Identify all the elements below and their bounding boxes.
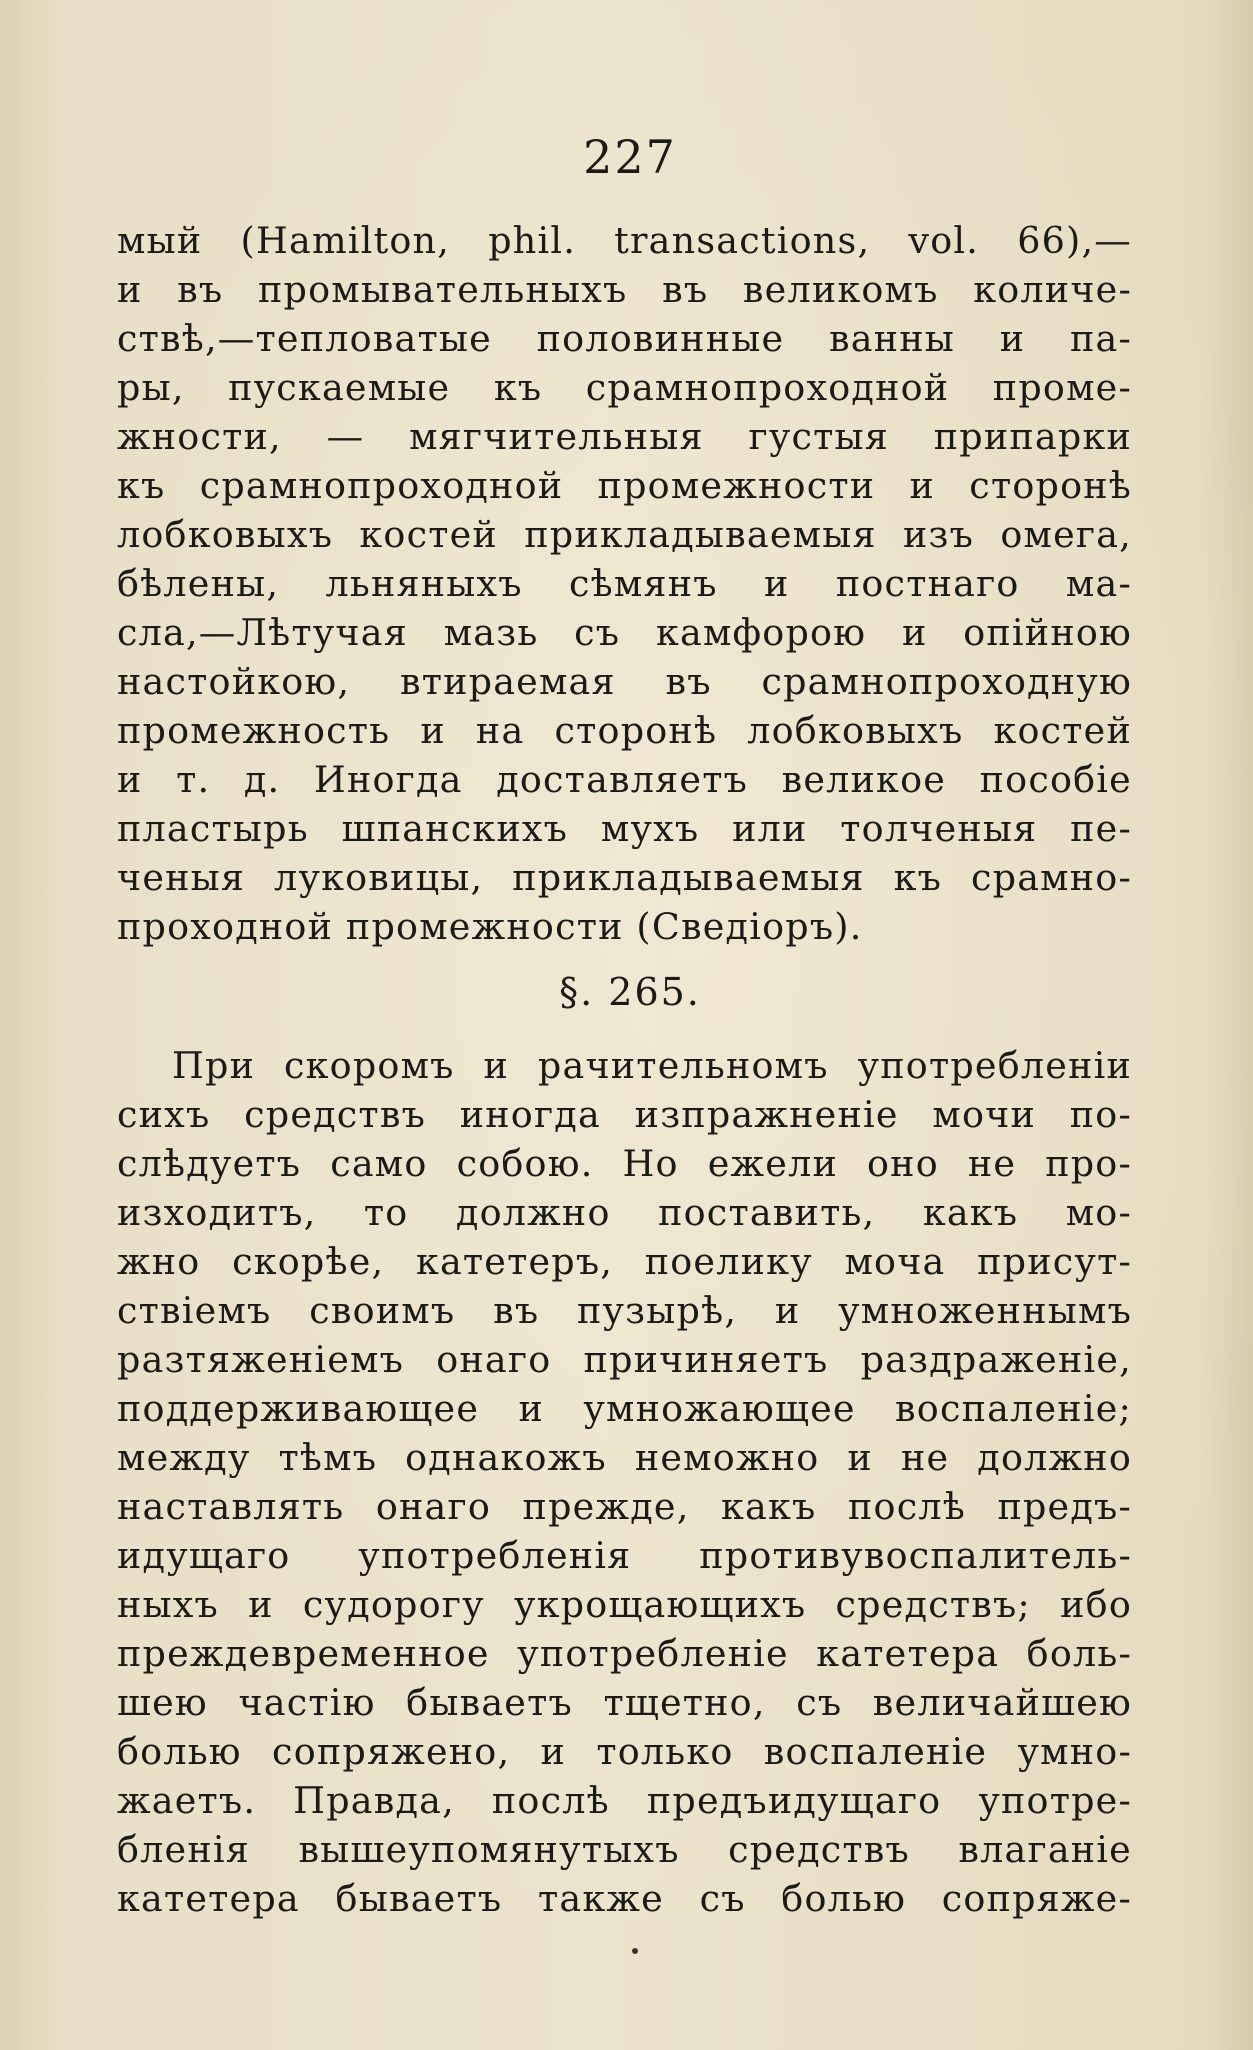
text-line: катетера бываетъ также съ болью сопряже- — [117, 1877, 1132, 1920]
text-line: идущаго употребленія противувоспалитель- — [117, 1534, 1132, 1577]
text-line: При скоромъ и рачительномъ употребленіи — [172, 1044, 1132, 1087]
page-number: 227 — [583, 130, 677, 184]
text-line: лобковыхъ костей прикладываемыя изъ омега, — [117, 513, 1132, 556]
ink-speck — [632, 1948, 638, 1954]
text-line: жаетъ. Правда, послѣ предъидущаго употре- — [117, 1779, 1132, 1822]
text-line: слѣдуетъ само собою. Но ежели оно не про- — [117, 1142, 1132, 1185]
text-line: сла,—Лѣтучая мазь съ камфорою и опійною — [117, 611, 1132, 654]
text-line: и т. д. Иногда доставляетъ великое пособіе — [117, 758, 1132, 801]
text-line: проходной промежности (Сведіоръ). — [117, 905, 863, 948]
text-line: жно скорѣе, катетеръ, поелику моча присут- — [117, 1240, 1132, 1283]
text-line: поддерживающее и умножающее воспаленіе; — [117, 1387, 1132, 1430]
text-line: и въ промывательныхъ въ великомъ количе- — [117, 268, 1132, 311]
text-line: разтяженіемъ онаго причиняетъ раздраженіе, — [117, 1338, 1132, 1381]
text-line: болью сопряжено, и только воспаленіе умно- — [117, 1730, 1132, 1773]
text-line: шею частію бываетъ тщетно, съ величайшею — [117, 1681, 1132, 1724]
text-line: промежность и на сторонѣ лобковыхъ костей — [117, 709, 1132, 752]
text-line: къ срамнопроходной промежности и сторонѣ — [117, 464, 1132, 507]
text-line: сихъ средствъ иногда изпражненіе мочи по- — [117, 1093, 1132, 1136]
text-line: пластырь шпанскихъ мухъ или толченыя пе- — [117, 807, 1132, 850]
section-heading: §. 265. — [559, 970, 701, 1014]
text-line: ченыя луковицы, прикладываемыя къ срамно- — [117, 856, 1132, 899]
text-line: между тѣмъ однакожъ неможно и не должно — [117, 1436, 1132, 1479]
text-line: бленія вышеупомянутыхъ средствъ влаганіе — [117, 1828, 1132, 1871]
text-line: мый (Hamilton, phil. transactions, vol. 66),— — [117, 219, 1132, 262]
text-line: ствѣ,—тепловатые половинные ванны и па- — [117, 317, 1132, 360]
text-line: ры, пускаемые къ срамнопроходной проме- — [117, 366, 1132, 409]
text-line: жности, — мягчительныя густыя припарки — [117, 415, 1132, 458]
text-line: бѣлены, льняныхъ сѣмянъ и постнаго ма- — [117, 562, 1132, 605]
text-line: ныхъ и судорогу укрощающихъ средствъ; ибо — [117, 1583, 1132, 1626]
text-line: преждевременное употребленіе катетера боль- — [117, 1632, 1132, 1675]
text-line: настойкою, втираемая въ срамнопроходную — [117, 660, 1132, 703]
text-line: наставлять онаго прежде, какъ послѣ предъ- — [117, 1485, 1132, 1528]
text-line: изходитъ, то должно поставить, какъ мо- — [117, 1191, 1132, 1234]
text-line: ствіемъ своимъ въ пузырѣ, и умноженнымъ — [117, 1289, 1132, 1332]
